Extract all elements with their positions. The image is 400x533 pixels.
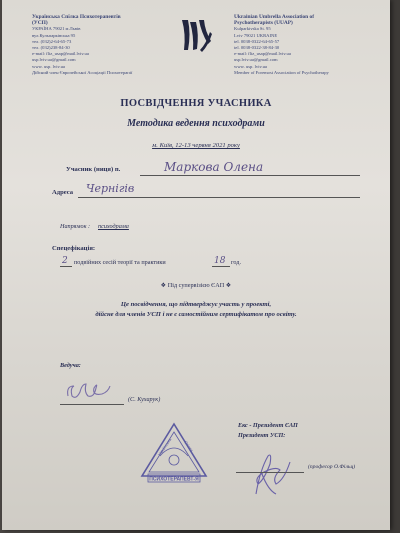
address-line: УКРАЇНА 79021 м.Львів xyxy=(32,26,81,32)
specs-label: Спецефікація: xyxy=(52,245,96,252)
organization-stamp-icon xyxy=(138,420,210,486)
president-title-1: Екс - Президент ЄАП xyxy=(238,422,298,429)
hours-unit: год. xyxy=(231,259,241,266)
svg-text:Спілка: Спілка xyxy=(183,439,195,453)
address-value: Чернігів xyxy=(86,182,135,195)
org-abbr-ua: (УСП) xyxy=(32,20,48,27)
certificate-title: ПОСВІДЧЕННЯ УЧАСНИКА xyxy=(120,98,272,109)
header-left xyxy=(32,14,162,76)
svg-text:Українська: Українська xyxy=(156,437,173,457)
direction-label: Напрямок : xyxy=(60,223,91,230)
president-title-2: Президент УСП: xyxy=(238,432,286,439)
hours-line xyxy=(212,266,230,267)
lead-signature-icon xyxy=(64,378,116,404)
president-sign-line xyxy=(236,472,304,473)
website-line: www. usp. lviv.ua xyxy=(234,63,267,69)
org-abbr-en: Psychotherapists (UUAP) xyxy=(234,20,293,27)
certificate-sheet xyxy=(2,0,390,530)
hours-count: 18 xyxy=(214,256,226,266)
statement-line-2: дійсне для членів УСП і не є самостійним сертифікатом про освіту. xyxy=(95,311,297,318)
count-line xyxy=(60,266,72,267)
participant-line xyxy=(140,175,360,176)
certificate-subtitle: Методика ведення психодрами xyxy=(127,118,265,129)
org-name-ua: Українська Спілка Психотерапевтів xyxy=(32,14,121,20)
phone-line: тел. (032)238-84-30 xyxy=(32,45,70,51)
president-name: (професор О.Фільц) xyxy=(308,464,356,470)
address-line: Kulparkivska St. 95 xyxy=(234,26,271,32)
address-line xyxy=(78,197,360,198)
email-line: usp.lviv.ua@gmail.com xyxy=(32,57,76,63)
address-line: вул.Кульпарківська 95 xyxy=(32,32,76,38)
lead-label: Ведуча: xyxy=(60,362,81,369)
uusp-logo-icon xyxy=(174,14,216,56)
email-line: e-mail: fliz_usap@mail.lviv.ua xyxy=(234,51,291,57)
org-name-en: Ukrainian Umbrella Association of xyxy=(234,14,315,20)
lead-sign-line xyxy=(60,404,124,405)
email-line: usp.lviv.ua@gmail.com xyxy=(234,57,278,63)
address-label: Адреса xyxy=(52,189,74,196)
membership-note: Дійсний член Європейської Асоціації Психотерапії xyxy=(32,69,133,75)
lead-name: (С. Кухарук) xyxy=(128,396,161,403)
email-line: e-mail: fliz_usap@mail.lviv.ua xyxy=(32,51,89,57)
participant-name: Маркова Олена xyxy=(164,160,264,174)
diamond-icon: ❖ xyxy=(160,282,168,289)
sessions-text: подвійних сесій теорії та практики xyxy=(74,259,166,266)
direction-value: психодрама xyxy=(98,223,129,230)
phone-line: tel. 0038-0322-64-65-57 xyxy=(234,38,280,44)
supervision-text: Під супервізією ЄАП xyxy=(167,282,225,289)
statement-line-1: Це посвідчення, що підтверджує участь у проекті, xyxy=(120,301,272,308)
supervision-line xyxy=(2,282,390,289)
svg-text:ПСИХОТЕРАПЕВТ-Я: ПСИХОТЕРАПЕВТ-Я xyxy=(149,476,199,483)
address-line: Lviv 79021 UKRAINE xyxy=(234,32,278,38)
sessions-count: 2 xyxy=(62,256,68,266)
phone-line: тел. (032)2-64-65-73 xyxy=(32,38,72,44)
diamond-icon: ❖ xyxy=(224,282,232,289)
header-right xyxy=(234,14,364,76)
phone-line: tel. 0038-0322-38-84-30 xyxy=(234,45,280,51)
website-line: www. usp. lviv.ua xyxy=(32,63,65,69)
membership-note: Member of Foremost Association of Psychotherapy xyxy=(234,69,329,75)
date-location: м. Київ, 12-13 червня 2021 року xyxy=(152,142,240,149)
participant-label: Учасник (ниця) п. xyxy=(66,166,121,173)
president-signature-icon xyxy=(246,450,296,500)
